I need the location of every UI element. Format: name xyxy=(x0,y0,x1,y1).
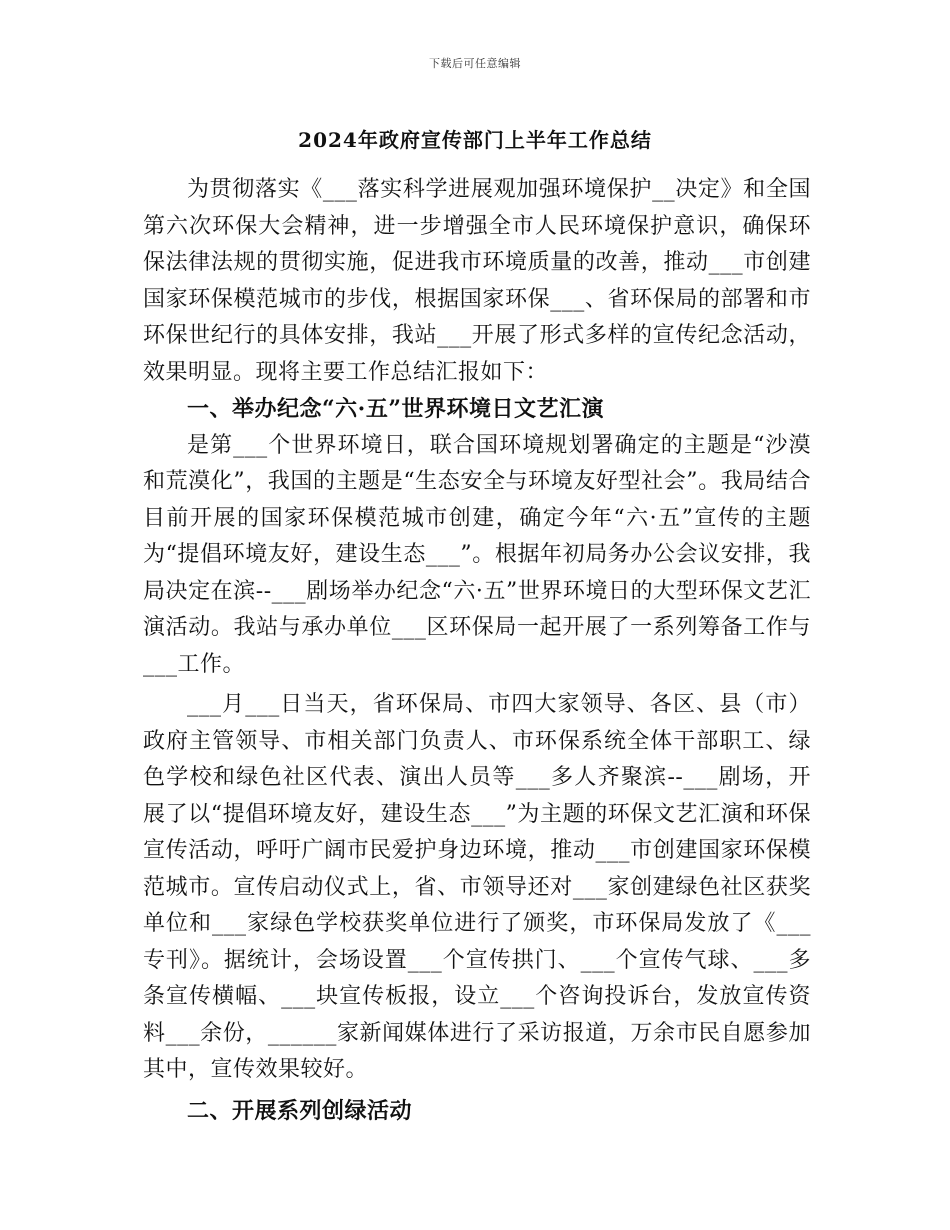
section-heading-2: 二、开展系列创绿活动 xyxy=(187,1097,413,1124)
section1-paragraph-2: ___月___日当天，省环保局、市四大家领导、各区、县（市）政府主管领导、市相关部门负责人、市环保系统全体干部职工、绿色学校和绿色社区代表、演出人员等___多人齐聚滨--___剧场，开展了以“提倡环境友好，建设生态___”为主题的环保文艺汇演和环保宣传活动，呼吁广阔市民爱护身边环境，推动___市创建国家环保模范城市。宣传启动仪式上，省、市领导还对___家创建绿色社区获奖单位和___家绿色学校获奖单位进行了颁奖，市环保局发放了《___专刊》。据统计，会场设置___个宣传拱门、___个宣传气球、___多条宣传横幅、___块宣传板报，设立___个咨询投诉台，发放宣传资料___余份，______家新闻媒体进行了采访报道，万余市民自愿参加其中，宣传效果较好。 xyxy=(143,692,811,1082)
section-heading-1: 一、举办纪念“六·五”世界环境日文艺汇演 xyxy=(187,396,604,422)
section1-paragraph-1: 是第___个世界环境日，联合国环境规划署确定的主题是“沙漠和荒漠化”，我国的主题是“生态安全与环境友好型社会”。我局结合目前开展的国家环保模范城市创建，确定今年“六·五”宣传的主题为“提倡环境友好，建设生态___”。根据年初局务办公会议安排，我局决定在滨--___剧场举办纪念“六·五”世界环境日的大型环保文艺汇演活动。我站与承办单位___区环保局一起开展了一系列筹备工作与___工作。 xyxy=(143,432,811,677)
document-title: 2024年政府宣传部门上半年工作总结 xyxy=(298,128,652,152)
intro-paragraph: 为贯彻落实《___落实科学进展观加强环境保护__决定》和全国第六次环保大会精神，进一步增强全市人民环境保护意识，确保环保法律法规的贯彻实施，促进我市环境质量的改善，推动___市创建国家环保模范城市的步伐，根据国家环保___、省环保局的部署和市环保世纪行的具体安排，我站___开展了形式多样的宣传纪念活动，效果明显。现将主要工作总结汇报如下： xyxy=(143,177,811,385)
header-note: 下载后可任意编辑 xyxy=(429,57,521,70)
document-body xyxy=(143,172,811,1129)
